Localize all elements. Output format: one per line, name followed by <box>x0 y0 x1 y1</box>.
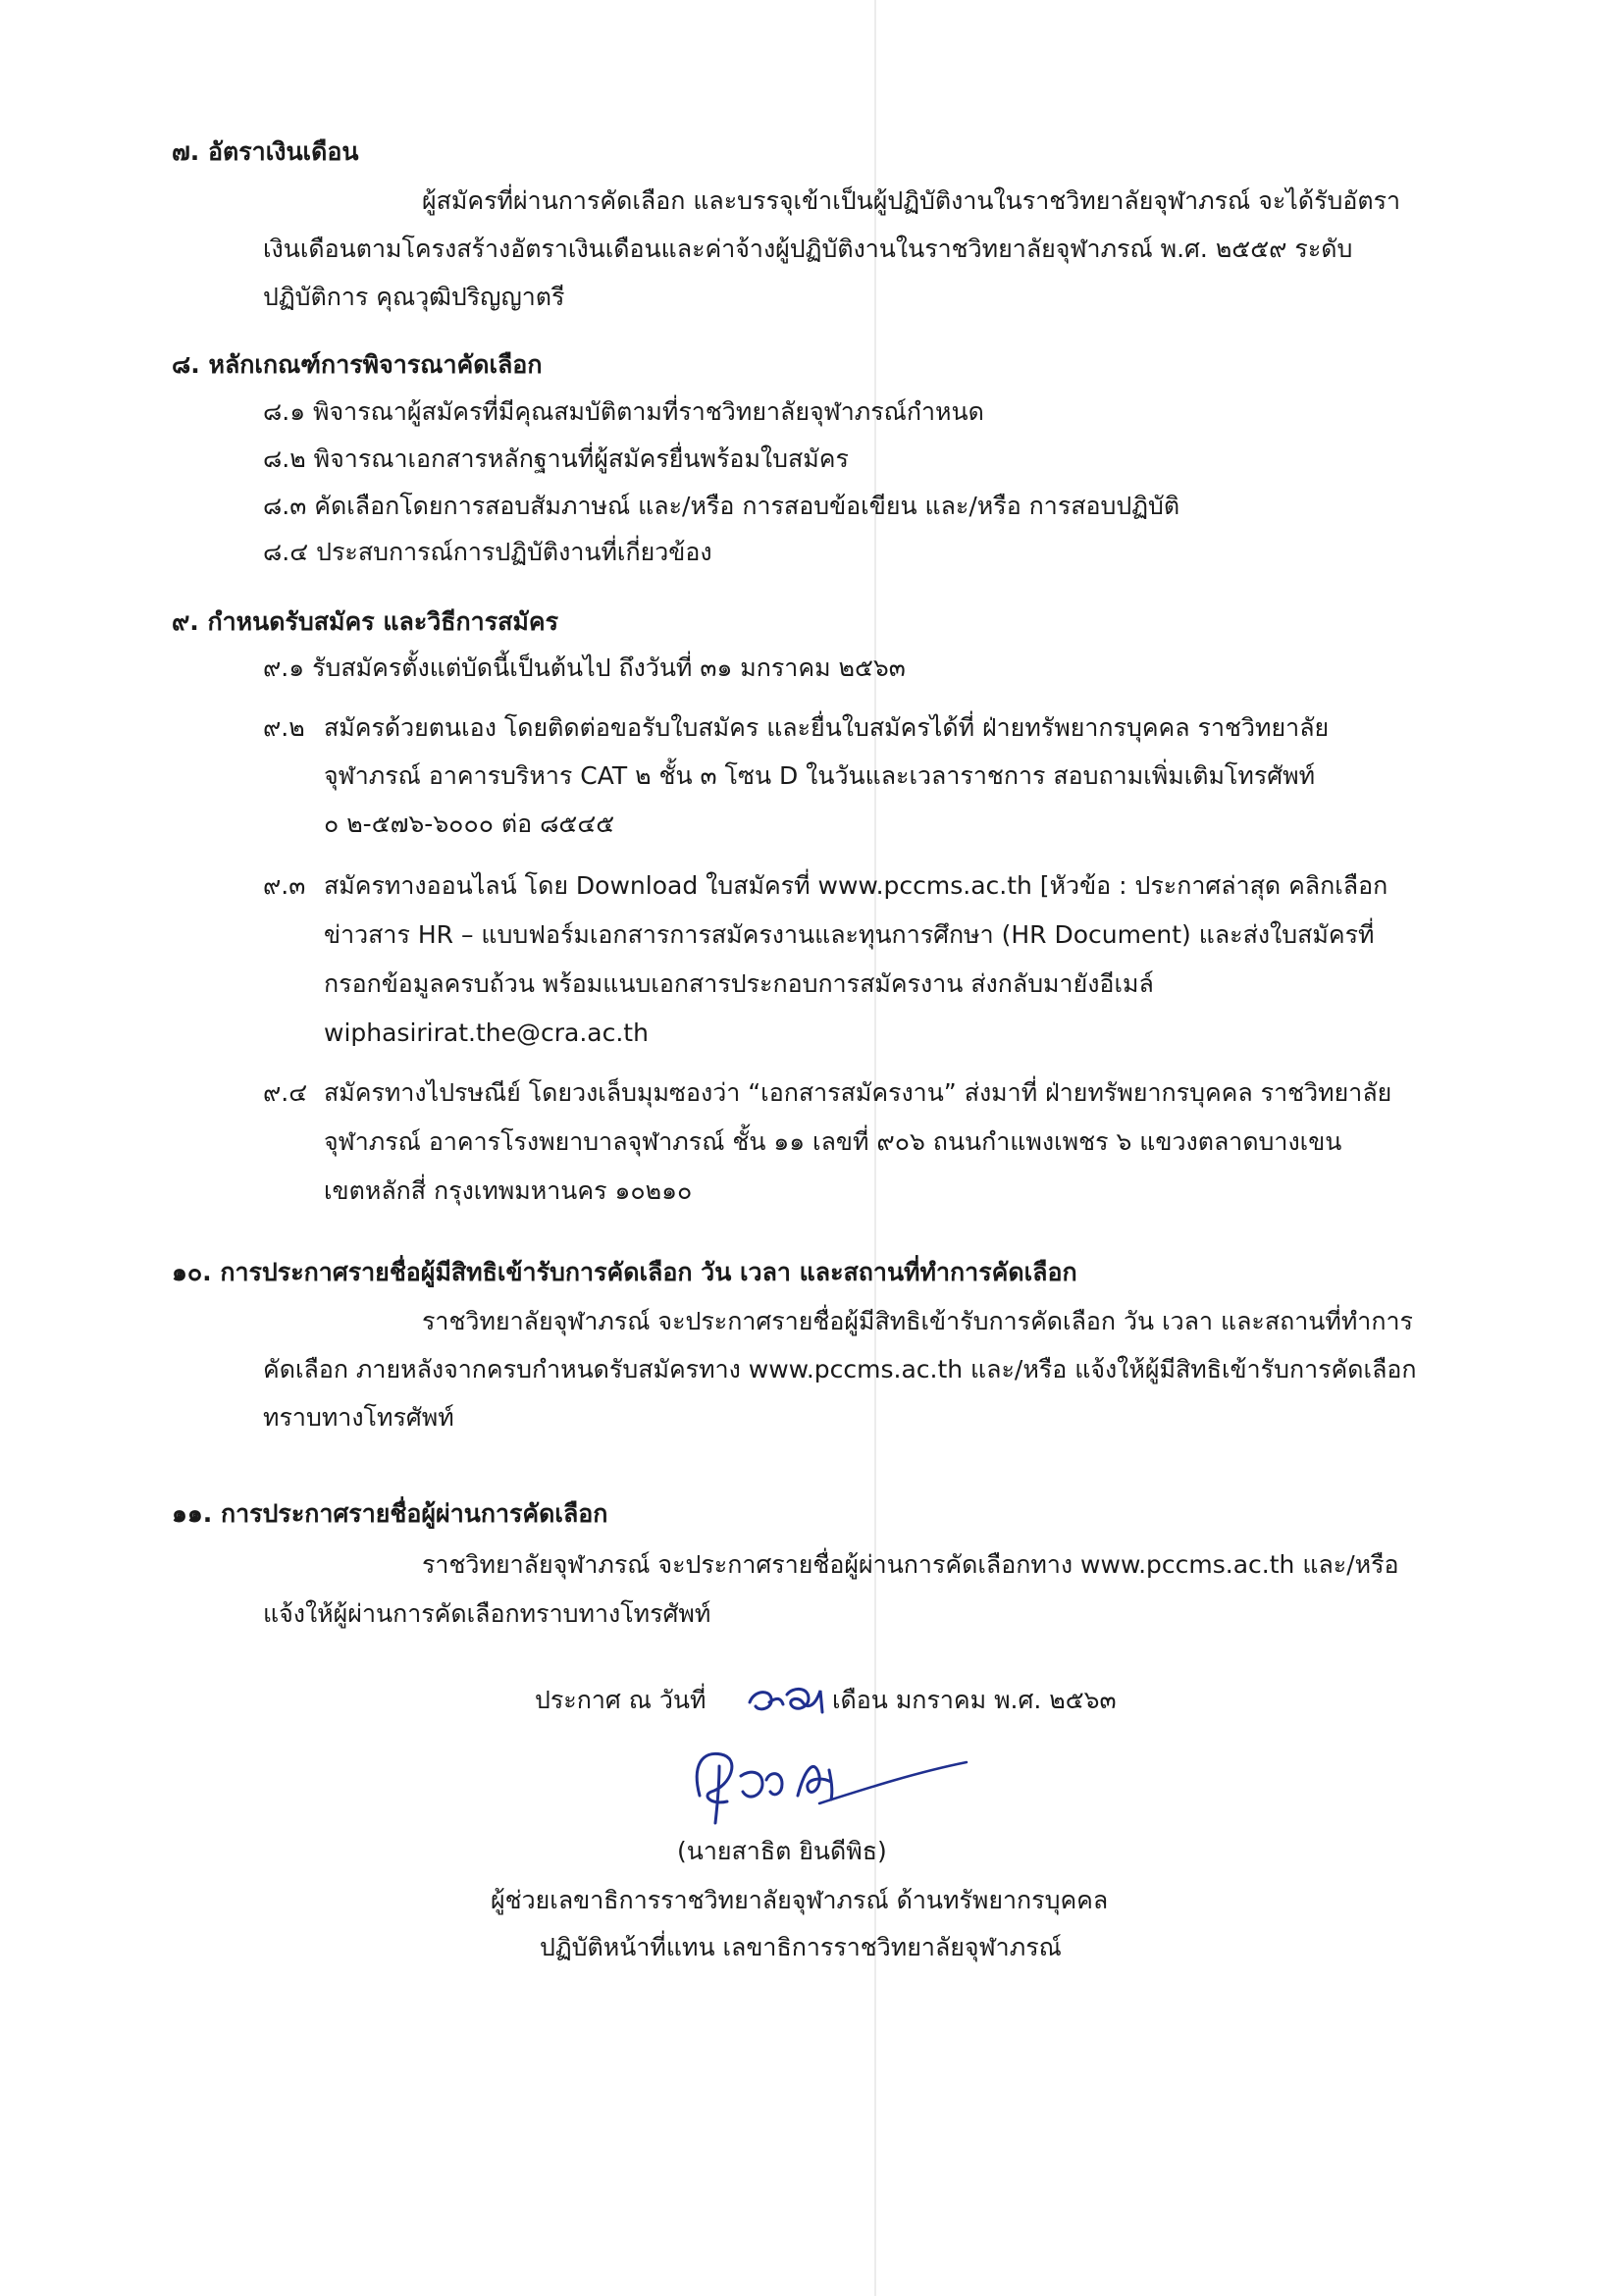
section-10-line-1: ราชวิทยาลัยจุฬาภรณ์ จะประกาศรายชื่อผู้มีสิทธิเข้ารับการคัดเลือก วัน เวลา และสถานที่ทำการ <box>422 1307 1413 1335</box>
section-9-item-3-line-1: สมัครทางออนไลน์ โดย Download ใบสมัครที่ www.pccms.ac.th [หัวข้อ : ประกาศล่าสุด คลิกเลือก <box>324 871 1388 900</box>
section-7-line-1: ผู้สมัครที่ผ่านการคัดเลือก และบรรจุเข้าเป็นผู้ปฏิบัติงานในราชวิทยาลัยจุฬาภรณ์ จะได้รับอัตรา <box>422 186 1401 215</box>
signature-icon <box>672 1737 976 1840</box>
signatory-title-2: ปฏิบัติหน้าที่แทน เลขาธิการราชวิทยาลัยจุฬาภรณ์ <box>540 1933 1062 1961</box>
signatory-title-1: ผู้ช่วยเลขาธิการราชวิทยาลัยจุฬาภรณ์ ด้านทรัพยากรบุคคล <box>491 1886 1109 1914</box>
section-11-line-2: แจ้งให้ผู้ผ่านการคัดเลือกทราบทางโทรศัพท์ <box>263 1599 711 1628</box>
section-8-item-2: ๘.๒ พิจารณาเอกสารหลักฐานที่ผู้สมัครยื่นพร้อมใบสมัคร <box>263 444 849 473</box>
section-9-item-1: ๙.๑ รับสมัครตั้งแต่บัดนี้เป็นต้นไป ถึงวันที่ ๓๑ มกราคม ๒๕๖๓ <box>263 653 906 682</box>
section-10-line-3: ทราบทางโทรศัพท์ <box>263 1403 454 1432</box>
section-7-line-3: ปฏิบัติการ คุณวุฒิปริญญาตรี <box>263 283 565 311</box>
section-7-heading: ๗. อัตราเงินเดือน <box>172 137 359 166</box>
section-10-line-2: คัดเลือก ภายหลังจากครบกำหนดรับสมัครทาง www.pccms.ac.th และ/หรือ แจ้งให้ผู้มีสิทธิเข้ารับการคัดเลือก <box>263 1355 1417 1383</box>
section-11-line-1: ราชวิทยาลัยจุฬาภรณ์ จะประกาศรายชื่อผู้ผ่านการคัดเลือกทาง www.pccms.ac.th และ/หรือ <box>422 1550 1399 1579</box>
section-8-heading: ๘. หลักเกณฑ์การพิจารณาคัดเลือก <box>172 350 543 379</box>
signatory-name: (นายสาธิต ยินดีพิธ) <box>677 1837 887 1865</box>
section-9-item-2-line-3: ๐ ๒-๕๗๖-๖๐๐๐ ต่อ ๘๕๔๕ <box>324 809 615 838</box>
section-11-heading: ๑๑. การประกาศรายชื่อผู้ผ่านการคัดเลือก <box>172 1499 608 1528</box>
section-10-heading: ๑๐. การประกาศรายชื่อผู้มีสิทธิเข้ารับการคัดเลือก วัน เวลา และสถานที่ทำการคัดเลือก <box>172 1258 1077 1286</box>
section-9-item-4-line-3: เขตหลักสี่ กรุงเทพมหานคร ๑๐๒๑๐ <box>324 1176 693 1205</box>
section-9-item-3-line-3: กรอกข้อมูลครบถ้วน พร้อมแนบเอกสารประกอบการสมัครงาน ส่งกลับมายังอีเมล์ <box>324 969 1154 998</box>
announcement-prefix: ประกาศ ณ วันที่ <box>535 1686 707 1714</box>
section-8-item-4: ๘.๔ ประสบการณ์การปฏิบัติงานที่เกี่ยวข้อง <box>263 538 712 566</box>
handwritten-day <box>744 1673 832 1722</box>
section-9-item-4-line-2: จุฬาภรณ์ อาคารโรงพยาบาลจุฬาภรณ์ ชั้น ๑๑ เลขที่ ๙๐๖ ถนนกำแพงเพชร ๖ แขวงตลาดบางเขน <box>324 1127 1342 1156</box>
section-9-heading: ๙. กำหนดรับสมัคร และวิธีการสมัคร <box>172 607 559 636</box>
section-9-item-2-line-2: จุฬาภรณ์ อาคารบริหาร CAT ๒ ชั้น ๓ โซน D ในวันและเวลาราชการ สอบถามเพิ่มเติมโทรศัพท์ <box>324 761 1316 790</box>
section-9-item-2-line-1: สมัครด้วยตนเอง โดยติดต่อขอรับใบสมัคร และยื่นใบสมัครได้ที่ ฝ่ายทรัพยากรบุคคล ราชวิทยาลัย <box>324 713 1330 742</box>
section-7-line-2: เงินเดือนตามโครงสร้างอัตราเงินเดือนและค่าจ้างผู้ปฏิบัติงานในราชวิทยาลัยจุฬาภรณ์ พ.ศ. ๒๕๕๙ ระดับ <box>263 235 1353 263</box>
section-9-item-4-number: ๙.๔ <box>263 1078 308 1107</box>
section-8-item-3: ๘.๓ คัดเลือกโดยการสอบสัมภาษณ์ และ/หรือ การสอบข้อเขียน และ/หรือ การสอบปฏิบัติ <box>263 492 1180 520</box>
signature <box>672 1737 976 1840</box>
section-9-item-3-line-2: ข่าวสาร HR – แบบฟอร์มเอกสารการสมัครงานและทุนการศึกษา (HR Document) และส่งใบสมัครที่ <box>324 920 1375 949</box>
section-9-item-4-line-1: สมัครทางไปรษณีย์ โดยวงเล็บมุมซองว่า “เอกสารสมัครงาน” ส่งมาที่ ฝ่ายทรัพยากรบุคคล ราชวิทยาลัย <box>324 1078 1392 1107</box>
section-9-item-2-number: ๙.๒ <box>263 713 305 742</box>
announcement-suffix: เดือน มกราคม พ.ศ. ๒๕๖๓ <box>832 1686 1117 1714</box>
section-9-item-3-number: ๙.๓ <box>263 871 306 900</box>
section-9-item-3-email[interactable]: wiphasirirat.the@cra.ac.th <box>324 1018 649 1047</box>
section-8-item-1: ๘.๑ พิจารณาผู้สมัครที่มีคุณสมบัติตามที่ราชวิทยาลัยจุฬาภรณ์กำหนด <box>263 397 984 426</box>
